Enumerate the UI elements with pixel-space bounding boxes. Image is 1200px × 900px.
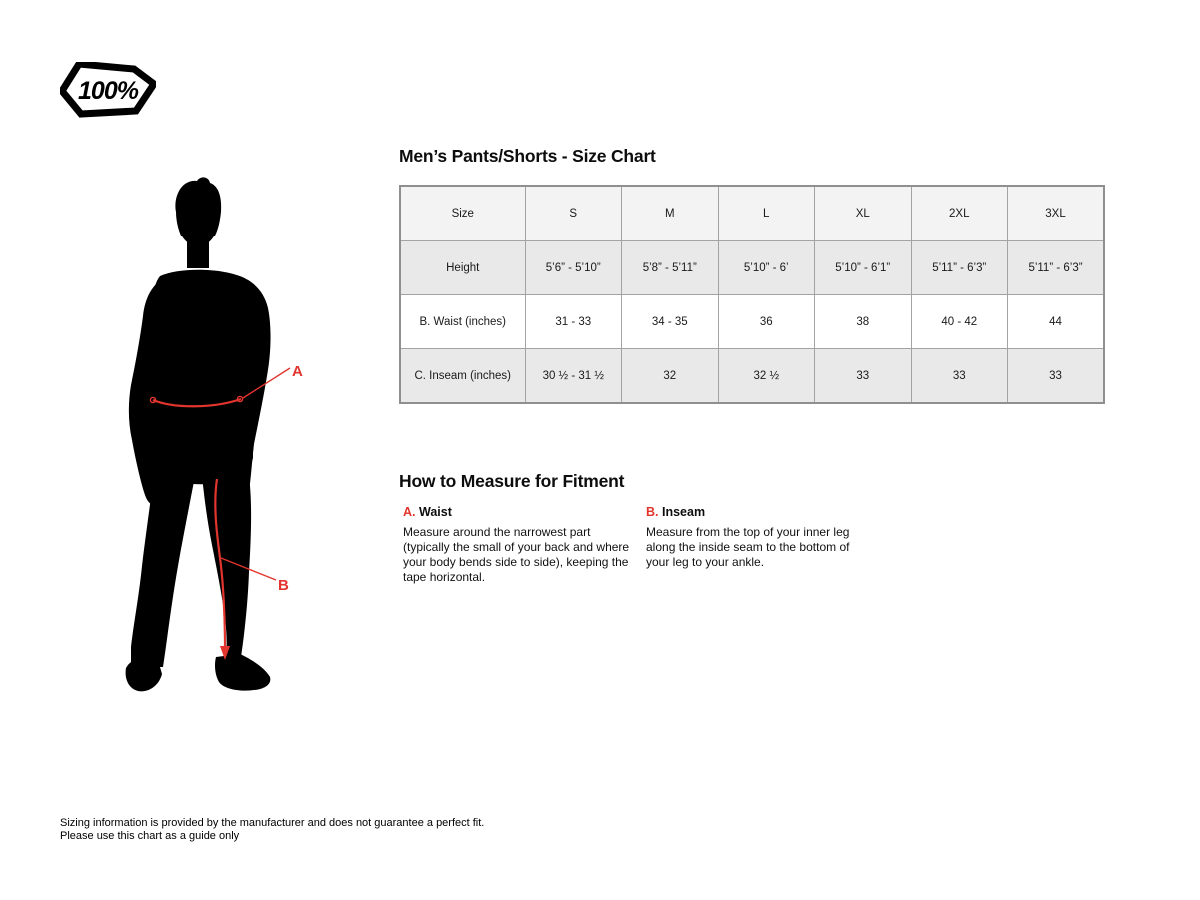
size-value-cell: 32 bbox=[622, 349, 719, 404]
size-column-header: 3XL bbox=[1008, 186, 1105, 241]
size-chart-header-row bbox=[400, 186, 1104, 241]
size-value-cell: 30 ½ - 31 ½ bbox=[525, 349, 622, 404]
size-value-cell: 34 - 35 bbox=[622, 295, 719, 349]
logo-text: 100% bbox=[78, 77, 138, 105]
size-column-header: XL bbox=[815, 186, 912, 241]
size-value-cell: 5’10” - 6’ bbox=[718, 241, 815, 295]
measure-item-waist-heading bbox=[403, 505, 637, 519]
size-column-header: 2XL bbox=[911, 186, 1008, 241]
measure-item-waist bbox=[403, 505, 637, 585]
sizing-disclaimer bbox=[60, 817, 484, 842]
size-value-cell: 32 ½ bbox=[718, 349, 815, 404]
size-value-cell: 5’11” - 6’3” bbox=[1008, 241, 1105, 295]
brand-logo bbox=[60, 62, 156, 118]
size-chart-title: Men’s Pants/Shorts - Size Chart bbox=[399, 146, 656, 166]
body-silhouette bbox=[126, 177, 271, 691]
size-value-cell: 44 bbox=[1008, 295, 1105, 349]
size-chart-table-wrap bbox=[399, 185, 1103, 404]
size-column-header: L bbox=[718, 186, 815, 241]
measure-key-a: A. bbox=[403, 505, 416, 519]
size-chart-table bbox=[399, 185, 1105, 404]
size-value-cell: 40 - 42 bbox=[911, 295, 1008, 349]
sizing-disclaimer-line2: Please use this chart as a guide only bbox=[60, 829, 240, 842]
measure-item-inseam-heading bbox=[646, 505, 864, 519]
size-chart-body bbox=[400, 241, 1104, 404]
size-column-header: M bbox=[622, 186, 719, 241]
size-value-cell: 5’11” - 6’3” bbox=[911, 241, 1008, 295]
size-value-cell: 38 bbox=[815, 295, 912, 349]
size-value-cell: 5’10” - 6’1” bbox=[815, 241, 912, 295]
measure-key-b: B. bbox=[646, 505, 659, 519]
figure-label-b: B bbox=[278, 577, 289, 594]
size-value-cell: 5’6” - 5’10” bbox=[525, 241, 622, 295]
measurement-figure bbox=[100, 170, 360, 710]
size-row-label: Height bbox=[400, 241, 525, 295]
size-chart-row bbox=[400, 241, 1104, 295]
measure-item-inseam bbox=[646, 505, 864, 570]
size-row-label: B. Waist (inches) bbox=[400, 295, 525, 349]
size-value-cell: 33 bbox=[911, 349, 1008, 404]
measure-description-inseam: Measure from the top of your inner leg along the inside seam to the bottom of your leg to your ankle. bbox=[646, 525, 850, 569]
sizing-disclaimer-line1: Sizing information is provided by the manufacturer and does not guarantee a perfect fit. bbox=[60, 817, 485, 829]
figure-label-a: A bbox=[292, 363, 303, 380]
size-chart-row bbox=[400, 349, 1104, 404]
measure-description-waist: Measure around the narrowest part (typically the small of your back and where your body bends side to side), keeping the tape horizontal. bbox=[403, 525, 630, 584]
measure-guide-title: How to Measure for Fitment bbox=[399, 471, 625, 491]
size-value-cell: 5’8” - 5’11” bbox=[622, 241, 719, 295]
size-chart-row bbox=[400, 295, 1104, 349]
measure-name-waist: Waist bbox=[418, 505, 452, 519]
size-value-cell: 31 - 33 bbox=[525, 295, 622, 349]
size-label-header: Size bbox=[400, 186, 525, 241]
measure-name-inseam: Inseam bbox=[661, 505, 706, 519]
size-value-cell: 36 bbox=[718, 295, 815, 349]
size-column-header: S bbox=[525, 186, 622, 241]
size-value-cell: 33 bbox=[1008, 349, 1105, 404]
size-value-cell: 33 bbox=[815, 349, 912, 404]
size-row-label: C. Inseam (inches) bbox=[400, 349, 525, 404]
